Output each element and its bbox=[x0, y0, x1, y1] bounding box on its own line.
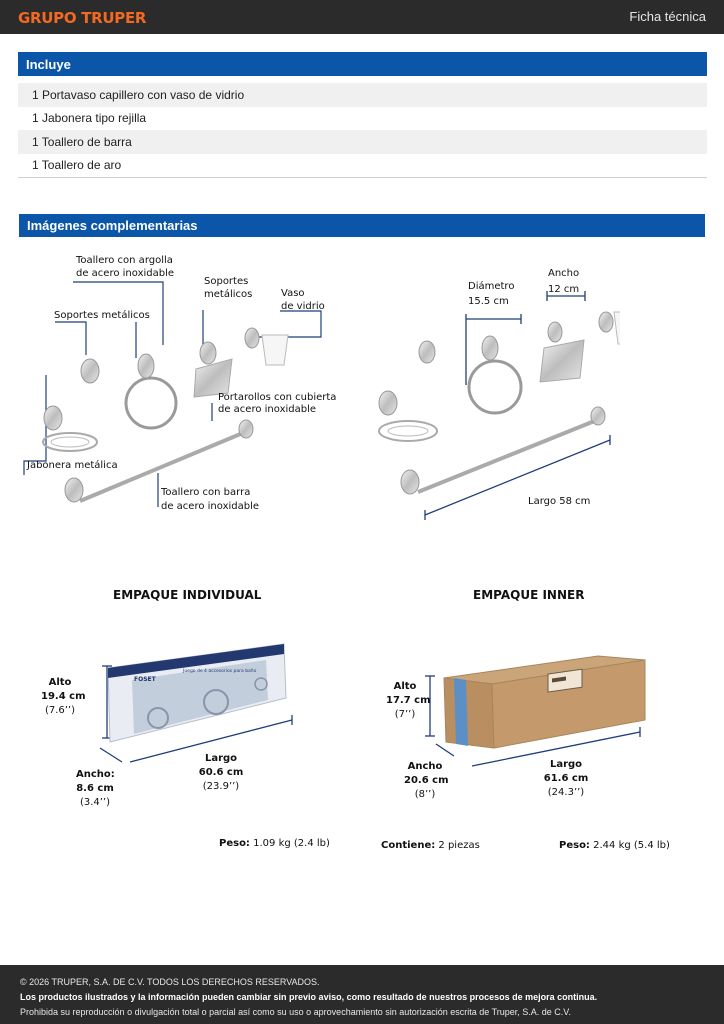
towel-bar-label: de acero inoxidable bbox=[161, 501, 260, 512]
inner-length-value: 61.6 cm bbox=[543, 773, 589, 784]
images-header: Imágenes complementarias bbox=[19, 214, 705, 237]
includes-list bbox=[18, 83, 707, 178]
supports-label: Soportes bbox=[204, 276, 249, 287]
paper-holder-icon bbox=[194, 342, 232, 397]
towel-ring-icon bbox=[126, 354, 176, 428]
inner-width-label: Ancho bbox=[407, 761, 443, 772]
paper-holder-label: Portarollos con cubierta bbox=[218, 392, 337, 403]
paper-holder-label: de acero inoxidable bbox=[218, 404, 317, 415]
footer bbox=[0, 965, 724, 1024]
inner-width-value: 20.6 cm bbox=[404, 775, 449, 786]
width-label: Ancho bbox=[548, 268, 580, 279]
list-item: 1 Toallero de aro bbox=[32, 158, 122, 173]
supports-label: metálicos bbox=[204, 289, 253, 300]
glass-holder-icon bbox=[245, 328, 288, 365]
inner-width-inches: (8’’) bbox=[414, 789, 436, 800]
individual-width-value: 8.6 cm bbox=[76, 783, 114, 794]
individual-length-label: Largo bbox=[204, 753, 238, 764]
width-value: 12 cm bbox=[548, 284, 580, 295]
soap-dish-icon bbox=[379, 391, 437, 441]
soap-dish-label: Jabonera metálica bbox=[27, 460, 118, 471]
metal-support-icon bbox=[419, 341, 435, 363]
individual-height-value: 19.4 cm bbox=[41, 691, 86, 702]
includes-header: Incluye bbox=[18, 52, 707, 76]
glass-holder-icon bbox=[599, 312, 620, 344]
inner-length-inches: (24.3’’) bbox=[547, 787, 585, 798]
diameter-value: 15.5 cm bbox=[468, 296, 509, 307]
inner-contains: Contiene: 2 piezas bbox=[381, 840, 480, 851]
inner-length-label: Largo bbox=[549, 759, 583, 770]
inner-height-inches: (7’’) bbox=[394, 709, 416, 720]
towel-ring-label: Toallero con argolla bbox=[76, 255, 173, 266]
individual-length-value: 60.6 cm bbox=[198, 767, 244, 778]
individual-height-label: Alto bbox=[48, 677, 72, 688]
inner-package-illustration bbox=[420, 650, 650, 775]
list-item: 1 Jabonera tipo rejilla bbox=[32, 111, 147, 126]
copyright: © 2026 TRUPER, S.A. DE C.V. TODOS LOS DERECHOS RESERVADOS. bbox=[20, 977, 320, 987]
box-brand: FOSET bbox=[134, 676, 156, 683]
individual-package-illustration bbox=[88, 640, 303, 770]
individual-height-inches: (7.6’’) bbox=[44, 705, 76, 716]
accessories-labeled-illustration bbox=[18, 245, 338, 525]
disclaimer: Los productos ilustrados y la información pueden cambiar sin previo aviso, como resultado de nuestros procesos de mejora continua. bbox=[20, 992, 598, 1002]
towel-ring-label: de acero inoxidable bbox=[76, 268, 175, 279]
soap-dish-icon bbox=[43, 406, 97, 451]
inner-package-title: EMPAQUE INNER bbox=[473, 588, 585, 602]
metal-support-icon bbox=[81, 359, 99, 383]
list-item: 1 Portavaso capillero con vaso de vidrio bbox=[18, 83, 707, 107]
brand-logo: GRUPO TRUPER bbox=[18, 9, 147, 27]
inner-height-label: Alto bbox=[393, 681, 417, 692]
towel-bar-label: Toallero con barra bbox=[161, 487, 251, 498]
length-label: Largo 58 cm bbox=[528, 496, 591, 507]
paper-holder-icon bbox=[540, 322, 584, 382]
box-text: Juego de 4 accesorios para baño bbox=[183, 669, 257, 674]
individual-width-inches: (3.4’’) bbox=[79, 797, 111, 808]
inner-weight: Peso: 2.44 kg (5.4 lb) bbox=[559, 840, 670, 851]
diameter-label: Diámetro bbox=[468, 281, 515, 292]
document-type: Ficha técnica bbox=[629, 9, 706, 24]
individual-length-inches: (23.9’’) bbox=[202, 781, 240, 792]
towel-bar-icon bbox=[401, 407, 605, 494]
towel-ring-icon bbox=[469, 336, 521, 413]
inner-height-value: 17.7 cm bbox=[386, 695, 431, 706]
list-item: 1 Toallero de barra bbox=[18, 130, 707, 154]
glass-label: Vaso bbox=[281, 288, 305, 299]
metal-supports-label: Soportes metálicos bbox=[54, 310, 150, 321]
individual-weight: Peso: 1.09 kg (2.4 lb) bbox=[219, 838, 330, 849]
individual-width-label: Ancho: bbox=[76, 769, 115, 780]
legal-notice: Prohibida su reproducción o divulgación total o parcial así como su uso o aprovechamiento sin autorización escrita de Truper, S.A. de C.V. bbox=[20, 1007, 571, 1017]
glass-label: de vidrio bbox=[281, 301, 325, 312]
individual-package-title: EMPAQUE INDIVIDUAL bbox=[113, 588, 262, 602]
top-bar bbox=[0, 0, 724, 34]
